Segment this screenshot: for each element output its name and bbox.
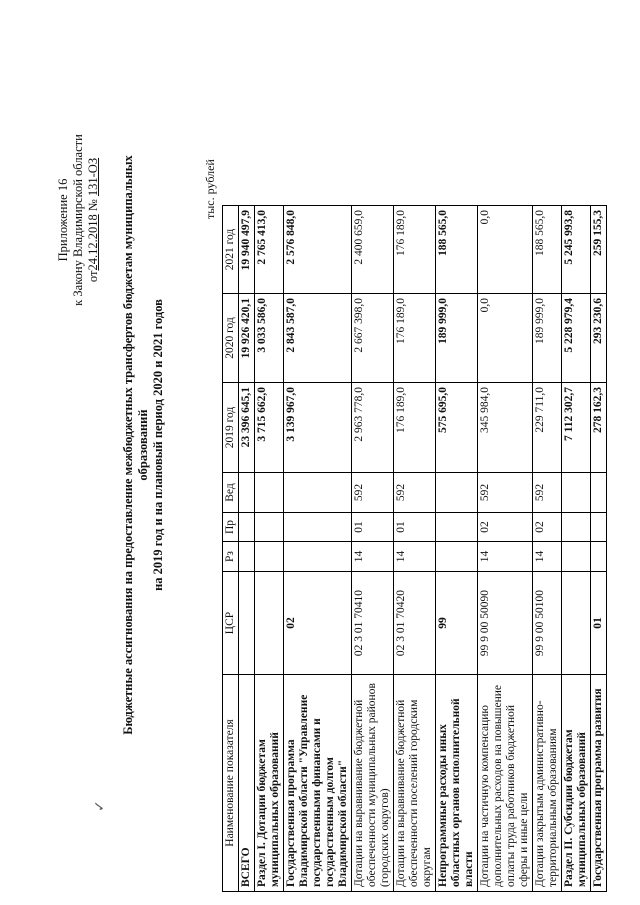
appendix-header [56,120,101,320]
table-row [478,206,533,892]
cell-ved: 592 [478,473,533,513]
law-date: 24.12.2018 [86,214,100,271]
cell-rz [436,542,478,572]
cell-y2021: 188 565,0 [533,206,562,294]
cell-y2021: 0,0 [478,206,533,294]
table-row [239,206,255,892]
cell-pr: 01 [352,513,394,542]
cell-y2019: 2 963 778,0 [352,383,394,473]
cell-name: Раздел II. Субсидии бюджетам муниципальных образований [562,675,591,892]
cell-rz: 14 [533,542,562,572]
table-body [239,206,607,892]
cell-rz [591,542,607,572]
cell-csr: 02 3 01 70410 [352,572,394,675]
cell-csr [255,572,284,675]
header-ved: Вед [223,473,239,513]
cell-name: Раздел I. Дотации бюджетам муниципальных образований [255,675,284,892]
header-2020: 2020 год [223,294,239,383]
table-header-row [223,206,239,892]
cell-csr [562,572,591,675]
budget-table [222,205,607,892]
cell-rz [284,542,352,572]
cell-y2020: 2 667 398,0 [352,294,394,383]
table-row [533,206,562,892]
table-row [591,206,607,892]
cell-y2019: 3 139 967,0 [284,383,352,473]
cell-csr: 02 [284,572,352,675]
cell-y2020: 5 228 979,4 [562,294,591,383]
cell-csr [239,572,255,675]
appendix-date-line [86,120,101,320]
cell-pr [255,513,284,542]
cell-rz: 14 [478,542,533,572]
cell-rz [255,542,284,572]
cell-pr: 02 [478,513,533,542]
cell-y2019: 3 715 662,0 [255,383,284,473]
cell-y2020: 0,0 [478,294,533,383]
handwritten-check-mark: ✓ [93,800,108,812]
cell-name: ВСЕГО [239,675,255,892]
table-row [394,206,436,892]
cell-ved [562,473,591,513]
cell-y2021: 2 576 848,0 [284,206,352,294]
cell-y2019: 575 695,0 [436,383,478,473]
number-prefix: № [86,199,100,212]
cell-ved: 592 [394,473,436,513]
cell-rz [562,542,591,572]
cell-ved [255,473,284,513]
cell-ved [591,473,607,513]
cell-ved [436,473,478,513]
cell-csr: 02 3 01 70420 [394,572,436,675]
header-2019: 2019 год [223,383,239,473]
cell-csr: 99 9 00 50090 [478,572,533,675]
cell-y2019: 7 112 302,7 [562,383,591,473]
cell-y2020: 189 999,0 [533,294,562,383]
cell-name: Государственная программа развития [591,675,607,892]
cell-y2021: 259 155,3 [591,206,607,294]
appendix-number: Приложение 16 [56,178,70,262]
cell-pr [562,513,591,542]
cell-y2021: 2 765 413,0 [255,206,284,294]
cell-y2020: 3 033 586,0 [255,294,284,383]
cell-csr: 01 [591,572,607,675]
cell-pr [284,513,352,542]
cell-pr [436,513,478,542]
cell-y2020: 189 999,0 [436,294,478,383]
cell-name: Дотации на частичную компенсацию дополнительных расходов на повышение оплаты труда работников бюджетной сферы и иные цели [478,675,533,892]
cell-pr [239,513,255,542]
table-row [255,206,284,892]
document-title [121,145,166,745]
cell-name: Дотации на выравнивание бюджетной обеспеченности муниципальных районов (городских округов) [352,675,394,892]
cell-y2019: 229 711,0 [533,383,562,473]
title-line-1: Бюджетные ассигнования на предоставление межбюджетных трансфертов бюджетам муниципальных образований [121,155,150,735]
cell-pr: 01 [394,513,436,542]
table-row [436,206,478,892]
law-number: 131-ОЗ [86,157,100,197]
cell-ved: 592 [352,473,394,513]
cell-y2021: 2 400 659,0 [352,206,394,294]
date-prefix: от [86,270,100,283]
cell-ved: 592 [533,473,562,513]
header-2021: 2021 год [223,206,239,294]
cell-ved [239,473,255,513]
cell-name: Государственная программа Владимирской области "Управление государственными финансами и государственным долгом Владимирской области" [284,675,352,892]
cell-y2019: 176 189,0 [394,383,436,473]
table-row [562,206,591,892]
cell-y2020: 19 926 420,1 [239,294,255,383]
cell-y2020: 2 843 587,0 [284,294,352,383]
header-name: Наименование показателя [223,675,239,892]
cell-csr: 99 9 00 50100 [533,572,562,675]
cell-y2021: 176 189,0 [394,206,436,294]
cell-rz [239,542,255,572]
units-label: тыс. рублей [203,159,217,219]
header-rz: Рз [223,542,239,572]
cell-pr [591,513,607,542]
cell-y2020: 293 230,6 [591,294,607,383]
cell-csr: 99 [436,572,478,675]
cell-y2019: 23 396 645,1 [239,383,255,473]
cell-rz: 14 [394,542,436,572]
cell-y2021: 5 245 993,8 [562,206,591,294]
header-csr: ЦСР [223,572,239,675]
cell-name: Непрограммные расходы иных областных органов исполнительной власти [436,675,478,892]
cell-name: Дотации закрытым административно-территориальным образованиям [533,675,562,892]
cell-rz: 14 [352,542,394,572]
cell-y2019: 278 162,3 [591,383,607,473]
cell-pr: 02 [533,513,562,542]
title-line-2: на 2019 год и на плановый период 2020 и 2021 годов [151,299,165,591]
cell-name: Дотации на выравнивание бюджетной обеспеченности поселений городским округам [394,675,436,892]
header-pr: Пр [223,513,239,542]
cell-y2021: 19 940 497,9 [239,206,255,294]
table-row [284,206,352,892]
cell-y2021: 188 565,0 [436,206,478,294]
cell-ved [284,473,352,513]
table-row [352,206,394,892]
appendix-law: к Закону Владимирской области [71,134,85,306]
cell-y2020: 176 189,0 [394,294,436,383]
cell-y2019: 345 984,0 [478,383,533,473]
